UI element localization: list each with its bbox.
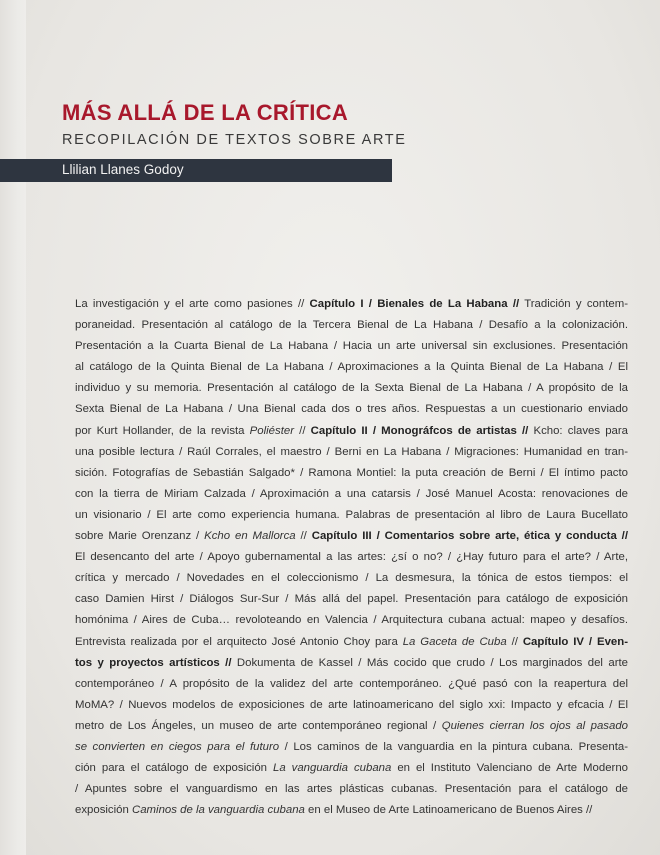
contents-text: ción para el catálogo de exposición bbox=[75, 762, 273, 775]
contents-text: sición. Fotografías de Sebastián Salgado* / Ramona Montiel: la puta creación de Berni / El íntimo pacto bbox=[75, 466, 628, 479]
italic-title: Quienes cierran los ojos al pasado bbox=[441, 719, 629, 732]
contents-line bbox=[75, 568, 628, 589]
contents-text: // bbox=[506, 635, 523, 648]
contents-text: un visionario / El arte como experiencia humana. Palabras de presentación al libro de Laura Bucellato bbox=[75, 508, 628, 521]
contents-text: Dokumenta de Kassel / Más cocido que crudo / Los marginados del arte bbox=[231, 656, 628, 669]
contents-line bbox=[75, 653, 628, 674]
contents-line bbox=[75, 399, 628, 420]
contents-text: / Apuntes sobre el vanguardismo en las artes plásticas cubanas. Presentación para el catálogo de bbox=[75, 783, 628, 796]
contents-line bbox=[75, 357, 628, 378]
chapter-heading: Capítulo II / Monográfcos de artistas // bbox=[310, 424, 529, 437]
contents-text: poraneidad. Presentación al catálogo de la Tercera Bienal de La Habana / Desafío a la colonización. bbox=[75, 319, 628, 332]
contents-line bbox=[75, 547, 628, 568]
contents-text: El desencanto del arte / Apoyo gubernamental a las artes: ¿sí o no? / ¿Hay futuro para el arte? / Arte, bbox=[75, 551, 628, 564]
spine-edge bbox=[0, 0, 26, 855]
italic-title: Poliéster bbox=[249, 424, 294, 437]
contents-line bbox=[75, 779, 628, 800]
contents-text: con la tierra de Miriam Calzada / Aproximación a una catarsis / José Manuel Acosta: renovaciones de bbox=[75, 487, 628, 500]
italic-title: Caminos de la vanguardia cubana bbox=[132, 804, 305, 817]
contents-line bbox=[75, 442, 628, 463]
contents-text: una posible lectura / Raúl Corrales, el maestro / Berni en La Habana / Migraciones: Humanidad en tran- bbox=[75, 445, 628, 458]
contents-text: crítica y mercado / Novedades en el coleccionismo / La desmesura, la tónica de estos tiempos: el bbox=[75, 572, 628, 585]
contents-text: La investigación y el arte como pasiones // bbox=[75, 298, 310, 310]
contents-text: // bbox=[295, 530, 312, 543]
contents-line bbox=[75, 336, 628, 357]
chapter-heading: Capítulo IV / Even- bbox=[522, 635, 628, 648]
chapter-heading: Capítulo I / Bienales de La Habana // bbox=[309, 298, 520, 310]
author-name: Llilian Llanes Godoy bbox=[62, 162, 184, 177]
italic-title: se convierten en ciegos para el futuro bbox=[75, 740, 280, 753]
contents-text: Sexta Bienal de La Habana / Una Bienal cada dos o tres años. Respuestas a un cuestionario enviado bbox=[75, 403, 628, 416]
contents-text: Kcho: claves para bbox=[528, 424, 628, 437]
contents-line bbox=[75, 632, 628, 653]
contents-text: exposición bbox=[75, 804, 132, 817]
author-bar bbox=[0, 159, 392, 182]
contents-line bbox=[75, 294, 628, 315]
chapter-heading: Capítulo III / Comentarios sobre arte, ética y conducta // bbox=[311, 530, 629, 543]
contents-text: contemporáneo / A propósito de la validez del arte contemporáneo. ¿Qué pasó con la reapertura del bbox=[75, 677, 628, 690]
contents-line bbox=[75, 526, 628, 547]
contents-line bbox=[75, 674, 628, 695]
contents-text: Presentación a la Cuarta Bienal de La Habana / Hacia un arte universal sin exclusiones. Presentación bbox=[75, 340, 628, 353]
contents-line bbox=[75, 737, 628, 758]
contents-text: al catálogo de la Quinta Bienal de La Habana / Aproximaciones a la Quinta Bienal de La Habana / El bbox=[75, 361, 628, 374]
contents-text: MoMA? / Nuevos modelos de exposiciones de arte latinoamericano del siglo xxi: Impacto y efcacia / El bbox=[75, 698, 628, 711]
contents-text: Tradición y contem- bbox=[519, 298, 628, 310]
contents-line bbox=[75, 421, 628, 442]
contents-text: metro de Los Ángeles, un museo de arte contemporáneo regional / bbox=[75, 719, 442, 732]
italic-title: La Gaceta de Cuba bbox=[402, 635, 507, 648]
contents-text: caso Damien Hirst / Diálogos Sur-Sur / Más allá del papel. Presentación para catálogo de exposición bbox=[75, 593, 628, 606]
book-title: MÁS ALLÁ DE LA CRÍTICA bbox=[62, 100, 349, 125]
contents-line bbox=[75, 315, 628, 336]
table-of-contents bbox=[75, 294, 628, 821]
contents-text: Entrevista realizada por el arquitecto José Antonio Choy para bbox=[75, 635, 403, 648]
chapter-heading: tos y proyectos artísticos // bbox=[75, 656, 232, 669]
contents-line bbox=[75, 610, 628, 631]
contents-text: en el Museo de Arte Latinoamericano de Buenos Aires // bbox=[304, 804, 593, 817]
book-subtitle: RECOPILACIÓN DE TEXTOS SOBRE ARTE bbox=[62, 132, 407, 148]
contents-line bbox=[75, 484, 628, 505]
contents-text: // bbox=[294, 424, 311, 437]
contents-line bbox=[75, 758, 628, 779]
contents-line bbox=[75, 378, 628, 399]
contents-text: / Los caminos de la vanguardia en la pintura cubana. Presenta- bbox=[279, 740, 629, 753]
contents-text: homónima / Aires de Cuba… revoloteando en Valencia / Arquitectura cubana actual: mapeo y desafíos. bbox=[75, 614, 628, 627]
contents-text: sobre Marie Orenzanz / bbox=[75, 530, 205, 543]
contents-line bbox=[75, 800, 628, 821]
contents-line bbox=[75, 716, 628, 737]
contents-text: individuo y su memoria. Presentación al catálogo de la Sexta Bienal de La Habana / A propósito de la bbox=[75, 382, 628, 395]
italic-title: La vanguardia cubana bbox=[272, 762, 392, 775]
contents-line bbox=[75, 695, 628, 716]
contents-line bbox=[75, 463, 628, 484]
contents-text: por Kurt Hollander, de la revista bbox=[75, 424, 250, 437]
contents-line bbox=[75, 505, 628, 526]
contents-text: en el Instituto Valenciano de Arte Moderno bbox=[391, 762, 629, 775]
italic-title: Kcho en Mallorca bbox=[204, 530, 296, 543]
contents-line bbox=[75, 589, 628, 610]
